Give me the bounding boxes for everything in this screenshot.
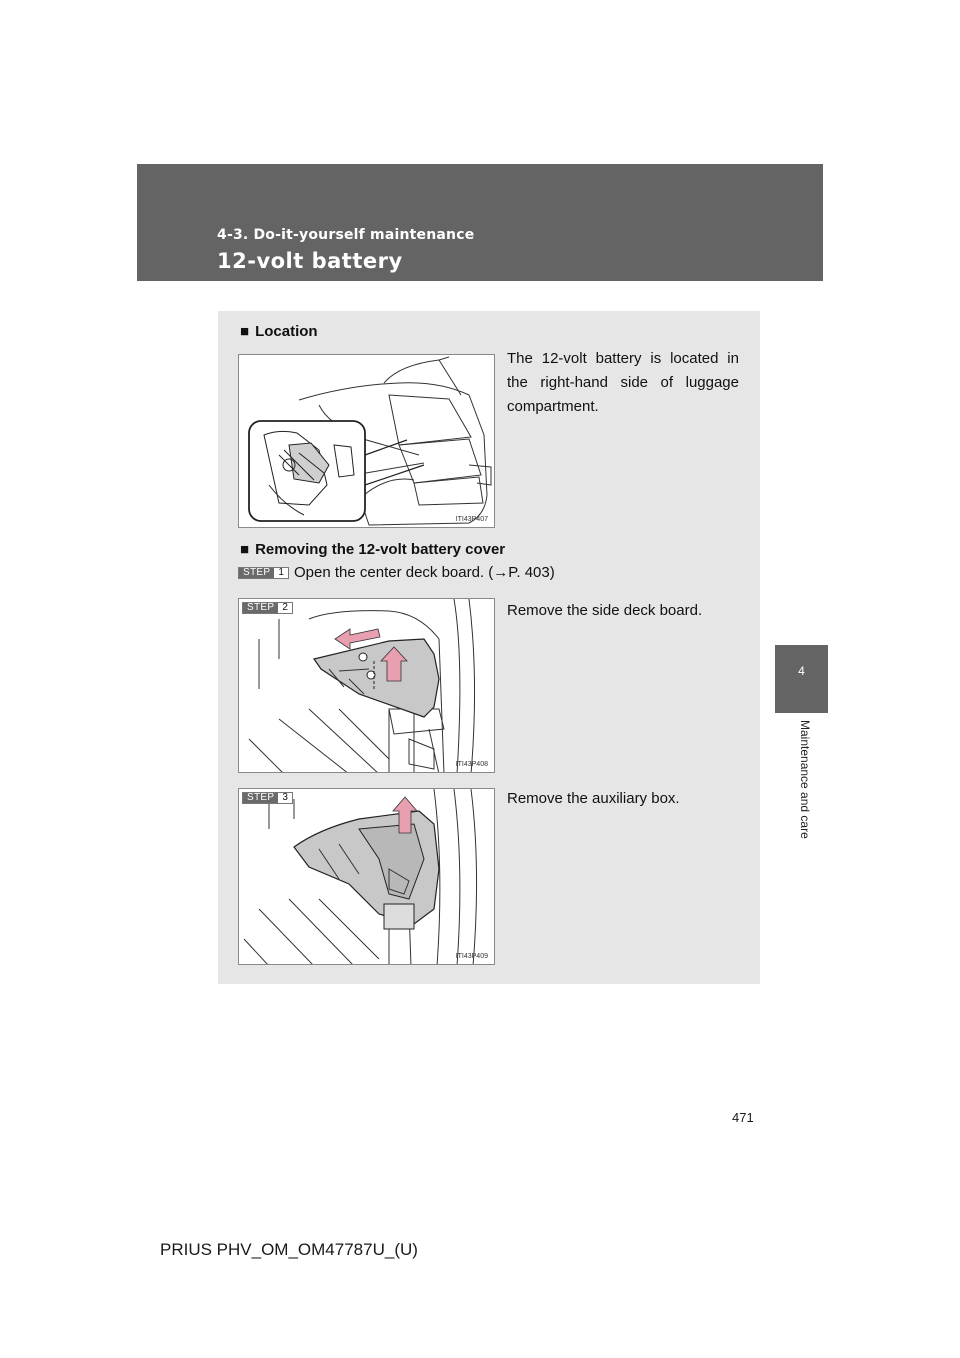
chapter-header: [137, 164, 823, 281]
location-heading-text: Location: [255, 323, 318, 340]
car-trunk-illustration: [239, 355, 495, 528]
step-2-text: Remove the side deck board.: [507, 602, 703, 619]
content-panel: [218, 311, 760, 984]
chapter-tab-number: 4: [798, 664, 805, 678]
step-number: 3: [278, 793, 292, 803]
page-title: 12-volt battery: [217, 249, 403, 273]
step-number: 1: [274, 568, 288, 578]
chapter-tab[interactable]: [775, 645, 828, 713]
side-deck-board-illustration: [239, 599, 495, 773]
chapter-tab-label: Maintenance and care: [798, 720, 812, 839]
square-bullet-icon: ■: [240, 323, 250, 340]
auxiliary-box-illustration: [239, 789, 495, 965]
step-3-text: Remove the auxiliary box.: [507, 790, 680, 807]
section-label: 4-3. Do-it-yourself maintenance: [217, 227, 475, 243]
step-label: STEP: [243, 793, 278, 803]
step-label: STEP: [243, 603, 278, 613]
step-2-figure: [238, 598, 495, 773]
removing-heading: [240, 541, 505, 558]
removing-heading-text: Removing the 12-volt battery cover: [255, 541, 506, 558]
figure-code: ITI43P408: [455, 761, 488, 768]
step-1-badge: [238, 567, 289, 579]
square-bullet-icon: ■: [240, 541, 250, 558]
step-3-badge: [242, 792, 293, 804]
location-heading: [240, 323, 318, 340]
step-3-figure: [238, 788, 495, 965]
step-2-badge: [242, 602, 293, 614]
location-figure: [238, 354, 495, 528]
location-description: The 12-volt battery is located in the right-hand side of luggage compartment.: [507, 350, 739, 415]
step-number: 2: [278, 603, 292, 613]
figure-code: ITI43P409: [455, 953, 488, 960]
figure-code: ITI43P407: [455, 516, 488, 523]
step-1-text: Open the center deck board. (→P. 403): [294, 564, 555, 581]
document-code: PRIUS PHV_OM_OM47787U_(U): [160, 1240, 418, 1259]
page-number: 471: [732, 1110, 754, 1125]
step-label: STEP: [239, 568, 274, 578]
